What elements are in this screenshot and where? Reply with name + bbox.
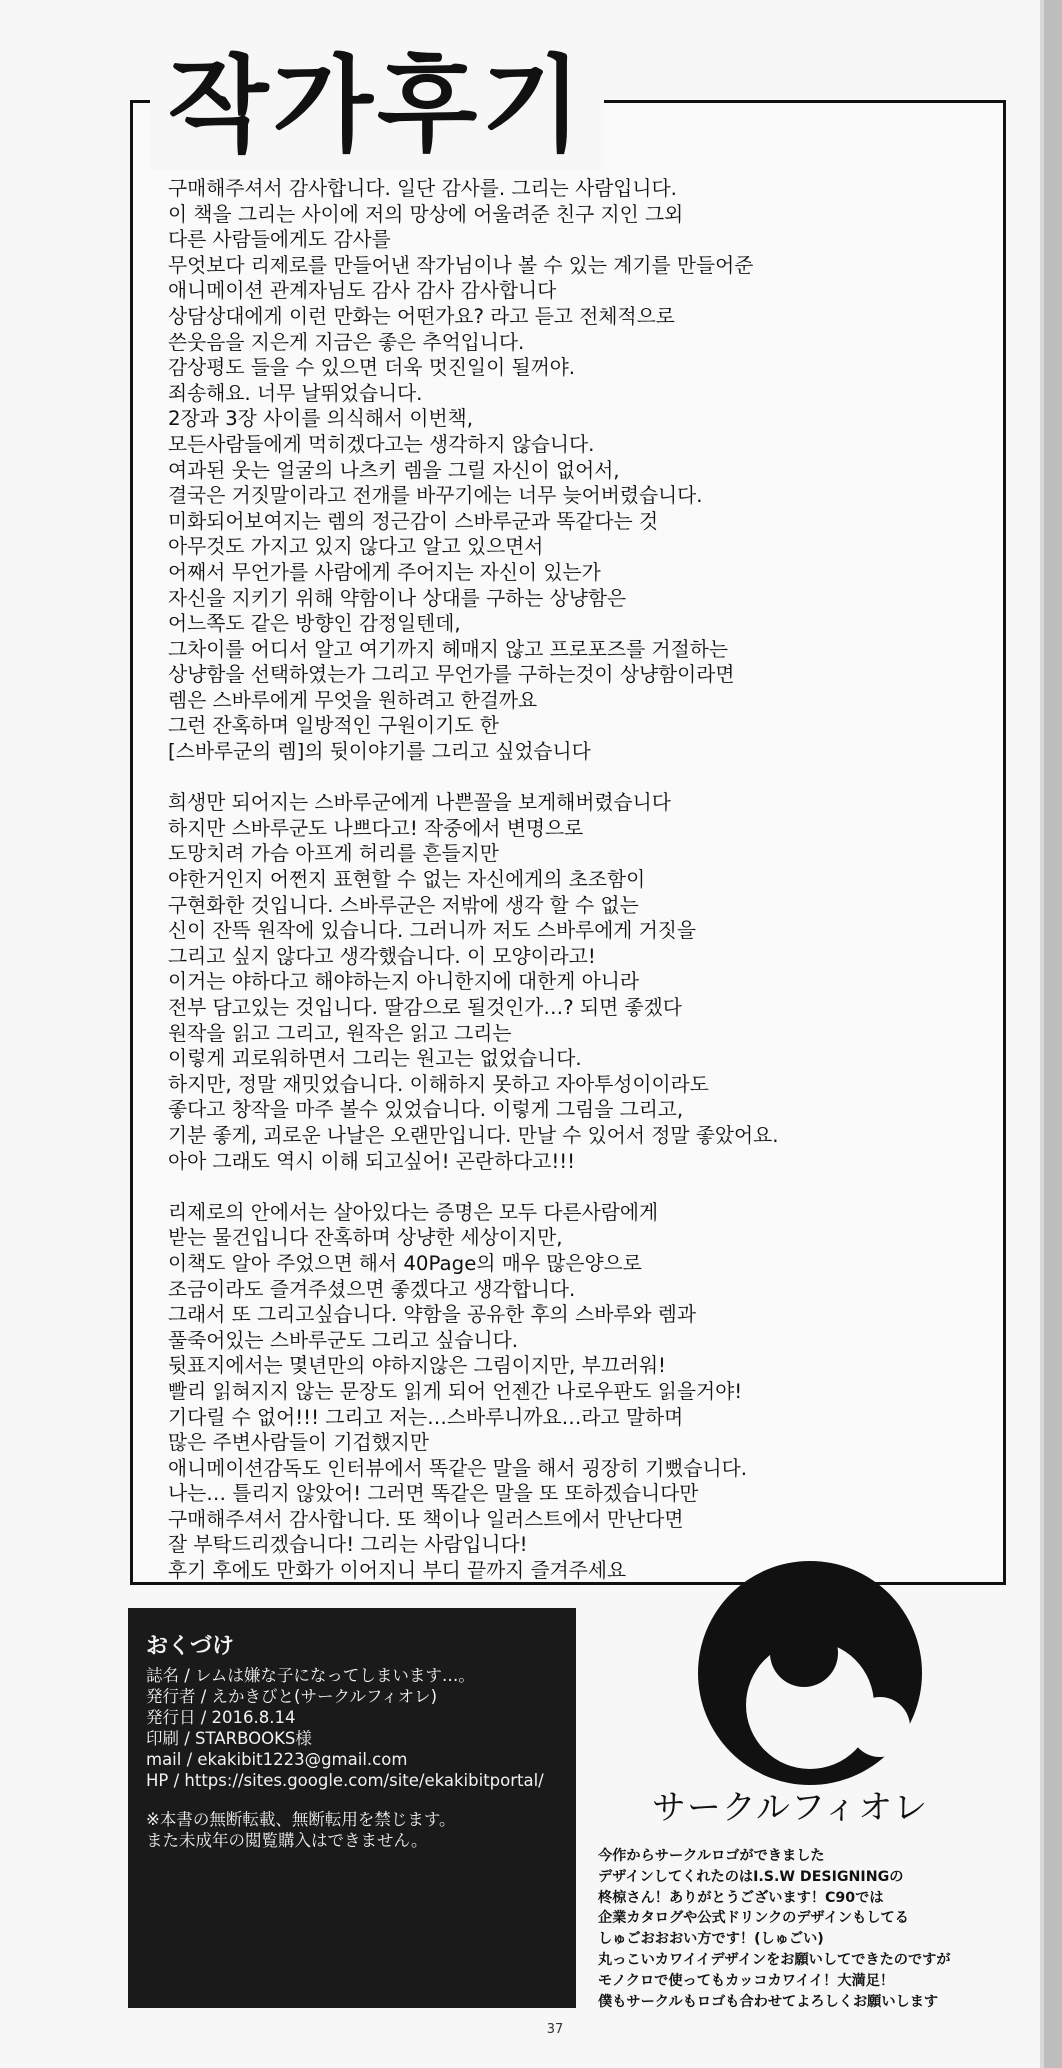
- afterword-line: 전부 담고있는 것입니다. 딸감으로 될것인가…? 되면 좋겠다: [168, 996, 682, 1019]
- afterword-line: 미화되어보여지는 렘의 정근감이 스바루군과 똑같다는 것: [168, 509, 659, 533]
- page-number: 37: [546, 2022, 564, 2037]
- afterword-line: 원작을 읽고 그리고, 원작은 읽고 그리는: [168, 1021, 512, 1045]
- afterword-line: 구현화한 것입니다. 스바루군은 저밖에 생각 할 수 없는: [168, 893, 639, 917]
- scan-edge: [1044, 0, 1062, 2068]
- afterword-line: 이 책을 그리는 사이에 저의 망상에 어울려준 친구 지인 그외: [168, 202, 684, 226]
- circle-logo-icon: [690, 1555, 930, 1795]
- circle-note-line: 今作からサークルロゴができました: [598, 1848, 825, 1864]
- afterword-line: 여과된 웃는 얼굴의 나츠키 렘을 그릴 자신이 없어서,: [168, 458, 620, 482]
- colophon-box: [128, 1608, 576, 2008]
- afterword-line: 뒷표지에서는 몇년만의 야하지않은 그림이지만, 부끄러워!: [168, 1354, 666, 1378]
- afterword-line: 기분 좋게, 괴로운 나날은 오랜만입니다. 만날 수 있어서 정말 좋았어요.: [168, 1123, 779, 1147]
- afterword-line: 무엇보다 리제로를 만들어낸 작가님이나 볼 수 있는 계기를 만들어준: [168, 253, 754, 277]
- afterword-line: 그래서 또 그리고싶습니다. 약함을 공유한 후의 스바루와 렘과: [168, 1303, 697, 1327]
- afterword-line: 희생만 되어지는 스바루군에게 나쁜꼴을 보게해버렸습니다: [168, 791, 671, 815]
- afterword-line: 그런 잔혹하며 일방적인 구원이기도 한: [168, 714, 499, 738]
- paragraph-gap: [168, 1174, 998, 1200]
- afterword-line: 그리고 싶지 않다고 생각했습니다. 이 모양이라고!: [168, 944, 596, 968]
- afterword-line: 나는… 틀리지 않았어! 그러면 똑같은 말을 또 또하겠습니다만: [168, 1482, 699, 1506]
- afterword-line: 조금이라도 즐겨주셨으면 좋겠다고 생각합니다.: [168, 1277, 576, 1301]
- colophon-homepage-row: HP / https://sites.google.com/site/ekakibitportal/: [146, 1771, 544, 1790]
- colophon-publisher-row: 発行者 / えかきびと(サークルフィオレ): [146, 1687, 438, 1706]
- circle-note-line: しゅごおおおい方です！(しゅごい): [598, 1931, 824, 1948]
- colophon-heading: おくづけ: [146, 1634, 235, 1659]
- page-title: 작가후기: [150, 40, 604, 170]
- circle-name: サークルフィオレ: [651, 1788, 929, 1828]
- circle-logo-note: [598, 1846, 1008, 2012]
- afterword-line: 상냥함을 선택하였는가 그리고 무언가를 구하는것이 상냥함이라면: [168, 663, 735, 687]
- afterword-line: 야한거인지 어쩐지 표현할 수 없는 자신에게의 초조함이: [168, 868, 646, 892]
- afterword-line: 리제로의 안에서는 살아있다는 증명은 모두 다른사람에게: [168, 1200, 659, 1224]
- paragraph-gap: [168, 765, 998, 791]
- afterword-line: 많은 주변사람들이 기겁했지만: [168, 1431, 429, 1455]
- afterword-line: 이렇게 괴로워하면서 그리는 원고는 없었습니다.: [168, 1047, 582, 1071]
- afterword-line: 아아 그래도 역시 이해 되고싶어! 곤란하다고!!!: [168, 1149, 576, 1173]
- afterword-line: 신이 잔뜩 원작에 있습니다. 그러니까 저도 스바루에게 거짓을: [168, 919, 697, 943]
- circle-note-line: モノクロで使ってもカッコカワイイ！大満足！: [598, 1972, 895, 1989]
- circle-note-line: 企業カタログや公式ドリンクのデザインもしてる: [598, 1910, 909, 1927]
- afterword-text: [168, 176, 998, 1584]
- afterword-line: 잘 부탁드리겠습니다! 그리는 사람입니다!: [168, 1533, 528, 1557]
- afterword-line: 하지만 스바루군도 나쁘다고! 작중에서 변명으로: [168, 816, 584, 840]
- circle-note-line: デザインしてくれたのはI.S.W DESIGNINGの: [598, 1868, 904, 1885]
- afterword-line: 그차이를 어디서 알고 여기까지 헤매지 않고 프로포즈를 거절하는: [168, 637, 728, 661]
- afterword-line: [스바루군의 렘]의 뒷이야기를 그리고 싶었습니다: [168, 740, 591, 764]
- afterword-line: 감상평도 들을 수 있으면 더욱 멋진일이 될꺼야.: [168, 356, 576, 380]
- afterword-line: 도망치려 가슴 아프게 허리를 흔들지만: [168, 842, 499, 866]
- afterword-line: 어느쪽도 같은 방향인 감정일텐데,: [168, 612, 461, 636]
- colophon-notice-line: ※本書の無断転載、無断転用を禁じます。: [146, 1810, 456, 1829]
- afterword-line: 모든사람들에게 먹히겠다고는 생각하지 않습니다.: [168, 432, 595, 456]
- afterword-line: 쓴웃음을 지은게 지금은 좋은 추억입니다.: [168, 330, 525, 354]
- afterword-line: 애니메이션감독도 인터뷰에서 똑같은 말을 해서 굉장히 기뻤습니다.: [168, 1456, 748, 1480]
- afterword-line: 자신을 지키기 위해 약함이나 상대를 구하는 상냥함은: [168, 586, 627, 610]
- colophon-printer-row: 印刷 / STARBOOKS様: [146, 1729, 312, 1748]
- afterword-line: 하지만, 정말 재밋었습니다. 이해하지 못하고 자아투성이이라도: [168, 1072, 709, 1096]
- afterword-line: 이거는 야하다고 해야하는지 아니한지에 대한게 아니라: [168, 970, 639, 994]
- afterword-line: 이책도 알아 주었으면 해서 40Page의 매우 많은양으로: [168, 1251, 642, 1275]
- circle-note-line: 丸っこいカワイイデザインをお願いしてできたのですが: [598, 1951, 951, 1968]
- afterword-line: 받는 물건입니다 잔혹하며 상냥한 세상이지만,: [168, 1226, 563, 1250]
- afterword-line: 렘은 스바루에게 무엇을 원하려고 한걸까요: [168, 688, 538, 712]
- afterword-line: 좋다고 창작을 마주 볼수 있었습니다. 이렇게 그림을 그리고,: [168, 1098, 684, 1122]
- afterword-line: 2장과 3장 사이를 의식해서 이번책,: [168, 407, 474, 431]
- afterword-line: 아무것도 가지고 있지 않다고 알고 있으면서: [168, 535, 544, 559]
- afterword-line: 후기 후에도 만화가 이어지니 부디 끝까지 즐겨주세요: [168, 1559, 627, 1583]
- colophon-mail-row: mail / ekakibit1223@gmail.com: [146, 1750, 408, 1769]
- afterword-line: 결국은 거짓말이라고 전개를 바꾸기에는 너무 늦어버렸습니다.: [168, 484, 703, 508]
- afterword-line: 애니메이션 관계자님도 감사 감사 감사합니다: [168, 279, 557, 303]
- colophon-date-row: 発行日 / 2016.8.14: [146, 1708, 296, 1727]
- afterword-line: 빨리 읽혀지지 않는 문장도 읽게 되어 언젠간 나로우판도 읽을거야!: [168, 1379, 743, 1403]
- colophon-notice-line: また未成年の閲覧購入はできません。: [146, 1831, 428, 1850]
- afterword-line: 어째서 무언가를 사람에게 주어지는 자신이 있는가: [168, 560, 601, 584]
- afterword-line: 구매해주셔서 감사합니다. 또 책이나 일러스트에서 만난다면: [168, 1507, 684, 1531]
- circle-note-line: 僕もサークルもロゴも合わせてよろしくお願いします: [598, 1993, 939, 2010]
- afterword-line: 구매해주셔서 감사합니다. 일단 감사를. 그리는 사람입니다.: [168, 177, 677, 200]
- afterword-line: 기다릴 수 없어!!! 그리고 저는…스바루니까요…라고 말하며: [168, 1405, 684, 1429]
- afterword-line: 상담상대에게 이런 만화는 어떤가요? 라고 듣고 전체적으로: [168, 304, 675, 328]
- afterword-line: 풀죽어있는 스바루군도 그리고 싶습니다.: [168, 1328, 519, 1352]
- colophon-title-row: 誌名 / レムは嫌な子になってしまいます…。: [146, 1666, 475, 1685]
- afterword-line: 죄송해요. 너무 날뛰었습니다.: [168, 381, 423, 405]
- circle-note-line: 柊椋さん！ありがとうございます！C90では: [598, 1889, 884, 1906]
- afterword-line: 다른 사람들에게도 감사를: [168, 228, 391, 252]
